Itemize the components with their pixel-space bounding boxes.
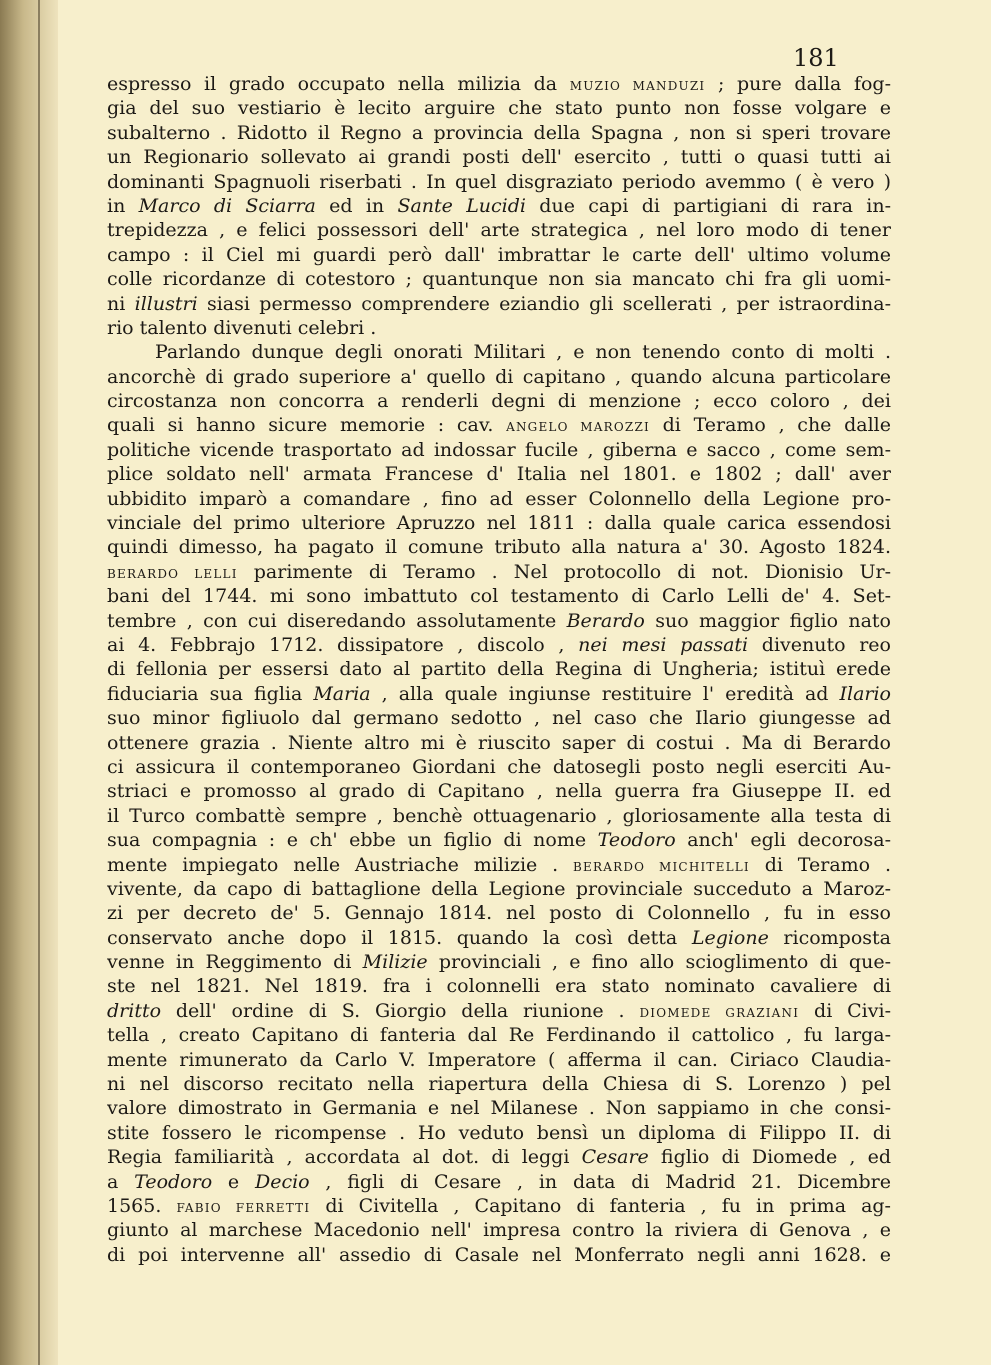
text-line	[107, 316, 891, 340]
text-line	[107, 974, 891, 998]
text-run: tella , creato Capitano di fanteria dal Re Ferdinando il cattolico , fu larga-	[107, 1024, 891, 1047]
text-line	[107, 340, 891, 364]
person-name: ANGELO MAROZZI	[506, 420, 650, 435]
italic-text: Teodoro	[597, 829, 676, 852]
text-run: figlio di Diomede , ed	[648, 1146, 891, 1169]
text-line	[107, 828, 891, 852]
person-name: FABIO FERRETTI	[176, 1200, 311, 1215]
text-run: stite fossero le ricompense . Ho veduto bensì un diploma di Filippo II. di	[107, 1121, 891, 1144]
text-line	[107, 682, 891, 706]
text-run: parimente di Teramo . Nel protocollo di not. Dionisio Ur-	[237, 560, 891, 583]
text-line	[107, 731, 891, 755]
text-run: circostanza non concorra a renderli degni di menzione ; ecco coloro , dei	[107, 390, 891, 413]
text-line	[107, 999, 891, 1023]
text-run: di fellonia per essersi dato al partito della Regina di Ungheria; istituì erede	[107, 658, 891, 681]
text-run: politiche vicende trasportato ad indossar fucile , giberna e sacco , come sem-	[107, 438, 891, 461]
body-text	[107, 72, 891, 1267]
italic-text: Cesare	[581, 1146, 649, 1169]
text-run: ubbidito imparò a comandare , fino ad esser Colonnello della Legione pro-	[107, 487, 891, 510]
text-line	[107, 511, 891, 535]
text-line	[107, 853, 891, 877]
person-name: BERARDO LELLI	[107, 566, 238, 581]
text-run: ; pure dalla fog-	[705, 73, 891, 95]
text-run: zi per decreto de' 5. Gennajo 1814. nel posto di Colonnello , fu in esso	[107, 902, 891, 925]
text-line	[107, 706, 891, 730]
text-line	[107, 1072, 891, 1096]
italic-text: Marco di Sciarra	[138, 194, 316, 217]
italic-text: dritto	[107, 999, 162, 1022]
text-line	[107, 1121, 891, 1145]
text-line	[107, 72, 891, 96]
text-line	[107, 170, 891, 194]
text-run: ed in	[315, 194, 398, 217]
text-line	[107, 755, 891, 779]
text-run: ci assicura il contemporaneo Giordani che datosegli posto negli eserciti Au-	[107, 755, 891, 778]
text-line	[107, 926, 891, 950]
text-run: suo minor figliuolo dal germano sedotto , nel caso che Ilario giungesse ad	[107, 707, 891, 730]
text-line	[107, 267, 891, 291]
text-run: giunto al marchese Macedonio nell' impresa contro la riviera di Genova , e	[107, 1219, 891, 1242]
text-line	[107, 877, 891, 901]
text-run: a	[107, 1170, 135, 1193]
text-run: campo : il Ciel mi guardi però dall' imbrattar le carte dell' ultimo volume	[107, 243, 891, 266]
text-run: di Teramo , che dalle	[649, 414, 891, 437]
text-run: il Turco combattè sempre , benchè ottuagenario , gloriosamente alla testa di	[107, 804, 891, 827]
binding-edge-line	[38, 0, 40, 1365]
text-run: ancorchè di grado superiore a' quello di capitano , quando alcuna particolare	[107, 365, 891, 388]
text-run: mente rimunerato da Carlo V. Imperatore ( afferma il can. Ciriaco Claudia-	[107, 1048, 891, 1071]
text-line	[107, 1218, 891, 1242]
text-run: ni	[107, 292, 135, 315]
text-run: provinciali , e fino allo scioglimento di que-	[427, 951, 891, 974]
text-run: 1565.	[107, 1194, 177, 1217]
text-line	[107, 1194, 891, 1218]
text-line	[107, 487, 891, 511]
text-run: quali si hanno sicure memorie : cav.	[107, 414, 507, 437]
text-line	[107, 462, 891, 486]
text-line	[107, 560, 891, 584]
text-line	[107, 145, 891, 169]
italic-text: nei mesi passati	[578, 633, 749, 656]
text-run: striaci e promosso al grado di Capitano , nella guerra fra Giuseppe II. ed	[107, 780, 891, 803]
text-line	[107, 1243, 891, 1267]
text-run: bani del 1744. mi sono imbattuto col testamento di Carlo Lelli de' 4. Set-	[107, 585, 891, 608]
text-run: ricomposta	[768, 926, 891, 949]
text-line	[107, 292, 891, 316]
text-run: Regia familiarità , accordata al dot. di leggi	[107, 1146, 582, 1169]
person-name: MUZIO MANDUZI	[569, 79, 706, 93]
text-run: dell' ordine di S. Giorgio della riunione .	[161, 999, 640, 1022]
page-gutter-shadow	[0, 0, 58, 1365]
italic-text: Sante Lucidi	[397, 194, 527, 217]
text-line	[107, 950, 891, 974]
text-run: suo maggior figlio nato	[644, 609, 891, 632]
text-run: ste nel 1821. Nel 1819. fra i colonnelli era stato nominato cavaliere di	[107, 975, 891, 998]
italic-text: Legione	[691, 926, 769, 949]
text-line	[107, 218, 891, 242]
page-number: 181	[793, 44, 839, 72]
italic-text: Ilario	[839, 682, 891, 705]
text-run: di Civi-	[799, 999, 891, 1022]
text-run: di Teramo .	[749, 853, 891, 876]
italic-text: illustri	[134, 292, 198, 315]
text-run: tembre , con cui diseredando assolutamente	[107, 609, 567, 632]
italic-text: Berardo	[566, 609, 645, 632]
text-run: trepidezza , e felici possessori dell' arte strategica , nel loro modo di tener	[107, 219, 891, 242]
text-run: colle ricordanze di cotestoro ; quantunque non sia mancato chi fra gli uomi-	[107, 268, 891, 291]
text-run: mente impiegato nelle Austriache milizie .	[107, 853, 574, 876]
text-line	[107, 1145, 891, 1169]
text-line	[107, 1048, 891, 1072]
text-run: rio talento divenuti celebri .	[107, 316, 377, 339]
text-run: espresso il grado occupato nella milizia da	[107, 73, 570, 95]
text-line	[107, 609, 891, 633]
text-run: Parlando dunque degli onorati Militari , e non tenendo conto di molti .	[155, 341, 891, 364]
text-run: , figli di Cesare , in data di Madrid 21. Dicembre	[309, 1170, 891, 1193]
person-name: DIOMEDE GRAZIANI	[639, 1005, 800, 1020]
text-run: gia del suo vestiario è lecito arguire che stato punto non fosse volgare e	[107, 97, 891, 120]
text-line	[107, 365, 891, 389]
italic-text: Decio	[254, 1170, 310, 1193]
text-run: ni nel discorso recitato nella riapertura della Chiesa di S. Lorenzo ) pel	[107, 1073, 891, 1096]
italic-text: Maria	[313, 682, 371, 705]
text-line	[107, 389, 891, 413]
text-run: di Civitella , Capitano di fanteria , fu in prima ag-	[310, 1194, 891, 1217]
text-run: in	[107, 194, 139, 217]
text-line	[107, 1170, 891, 1194]
text-line	[107, 779, 891, 803]
text-run: un Regionario sollevato ai grandi posti dell' esercito , tutti o quasi tutti ai	[107, 146, 891, 169]
text-run: siasi permesso comprendere eziandio gli scellerati , per istraordina-	[197, 292, 891, 315]
text-run: venne in Reggimento di	[107, 951, 363, 974]
italic-text: Teodoro	[134, 1170, 213, 1193]
text-run: plice soldato nell' armata Francese d' Italia nel 1801. e 1802 ; dall' aver	[107, 463, 891, 486]
text-line	[107, 1096, 891, 1120]
text-run: vivente, da capo di battaglione della Legione provinciale succeduto a Maroz-	[107, 877, 891, 900]
text-line	[107, 535, 891, 559]
person-name: BERARDO MICHITELLI	[573, 859, 750, 874]
text-run: e	[212, 1170, 255, 1193]
text-run: valore dimostrato in Germania e nel Milanese . Non sappiamo in che consi-	[107, 1097, 891, 1120]
text-line	[107, 413, 891, 437]
text-line	[107, 584, 891, 608]
text-run: ottenere grazia . Niente altro mi è riuscito saper di costui . Ma di Berardo	[107, 731, 891, 754]
text-line	[107, 804, 891, 828]
text-line	[107, 121, 891, 145]
italic-text: Milizie	[362, 951, 428, 974]
text-line	[107, 438, 891, 462]
text-line	[107, 633, 891, 657]
text-line	[107, 1023, 891, 1047]
text-run: due capi di partigiani di rara in-	[526, 194, 891, 217]
text-run: sua compagnia : e ch' ebbe un figlio di nome	[107, 829, 598, 852]
text-run: anch' egli decorosa-	[675, 829, 891, 852]
text-run: dominanti Spagnuoli riserbati . In quel disgraziato periodo avemmo ( è vero )	[107, 170, 891, 193]
text-line	[107, 901, 891, 925]
text-run: di poi intervenne all' assedio di Casale nel Monferrato negli anni 1628. e	[107, 1243, 891, 1266]
text-line	[107, 96, 891, 120]
text-line	[107, 657, 891, 681]
text-run: ai 4. Febbrajo 1712. dissipatore , discolo ,	[107, 633, 579, 656]
text-run: fiduciaria sua figlia	[107, 682, 314, 705]
text-run: quindi dimesso, ha pagato il comune tributo alla natura a' 30. Agosto 1824.	[107, 536, 891, 559]
text-run: subalterno . Ridotto il Regno a provincia della Spagna , non si speri trovare	[107, 121, 891, 144]
text-run: divenuto reo	[748, 633, 891, 656]
text-run: , alla quale ingiunse restituire l' eredità ad	[370, 682, 840, 705]
text-run: conservato anche dopo il 1815. quando la così detta	[107, 926, 692, 949]
text-line	[107, 194, 891, 218]
text-run: vinciale del primo ulteriore Apruzzo nel 1811 : dalla quale carica essendosi	[107, 512, 891, 535]
text-line	[107, 243, 891, 267]
